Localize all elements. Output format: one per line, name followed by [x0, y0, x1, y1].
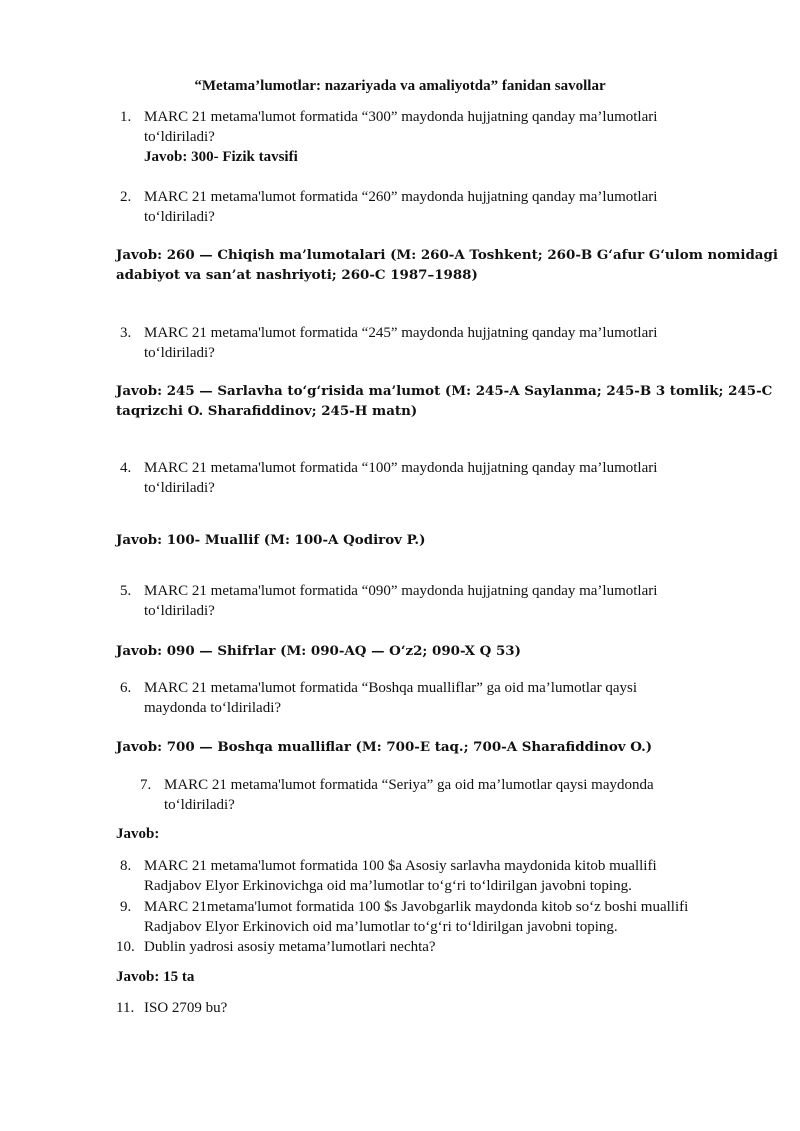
answer-line: Javob: 15 ta [116, 969, 195, 985]
answer-line: taqrizchi O. Sharafiddinov; 245-H matn) [116, 403, 418, 419]
question-line: MARC 21 metama'lumot formatida 100 $a Asosiy sarlavha maydonida kitob muallifi [144, 858, 657, 874]
question-line: MARC 21 metama'lumot formatida “100” maydonda hujjatning qanday ma’lumotlari [144, 460, 658, 476]
question-number: 4. [120, 460, 132, 476]
question-text [144, 998, 227, 1018]
question-text [144, 581, 657, 621]
answer-4 [116, 530, 425, 550]
question-text [144, 458, 657, 498]
question-line: Dublin yadrosi asosiy metama’lumotlari nechta? [144, 939, 436, 955]
question-line: MARC 21 metama'lumot formatida “Boshqa mualliflar” ga oid ma’lumotlar qaysi [144, 680, 638, 696]
answer-3 [116, 381, 772, 421]
question-line: maydonda to‘ldiriladi? [144, 700, 282, 716]
answer-line: adabiyot va san’at nashriyoti; 260-C 1987–1988) [116, 267, 478, 283]
question-number: 2. [120, 189, 132, 205]
question-number: 5. [120, 583, 132, 599]
answer-7 [116, 824, 159, 844]
question-line: MARC 21 metama'lumot formatida “Seriya” ga oid ma’lumotlar qaysi maydonda [164, 777, 654, 793]
question-line: to‘ldiriladi? [164, 797, 235, 813]
question-text [144, 107, 657, 167]
question-line: MARC 21 metama'lumot formatida “260” maydonda hujjatning qanday ma’lumotlari [144, 189, 658, 205]
document-title: “Metama’lumotlar: nazariyada va amaliyotda” fanidan savollar [194, 78, 606, 94]
question-text [164, 775, 654, 815]
question-line: to‘ldiriladi? [144, 603, 215, 619]
question-line: to‘ldiriladi? [144, 209, 215, 225]
question-number: 1. [120, 109, 132, 125]
question-line: to‘ldiriladi? [144, 480, 215, 496]
question-line: to‘ldiriladi? [144, 345, 215, 361]
answer-line: Javob: 090 — Shifrlar (M: 090-AQ — O‘z2; 090-X Q 53) [116, 643, 521, 659]
answer-6 [116, 737, 652, 757]
answer-text: Javob: 300- Fizik tavsifi [144, 149, 298, 165]
question-text [144, 678, 637, 718]
answer-line: Javob: 245 — Sarlavha to‘g‘risida ma’lumot (M: 245-A Saylanma; 245-B 3 tomlik; 245-C [116, 383, 773, 399]
question-line: MARC 21 metama'lumot formatida “090” maydonda hujjatning qanday ma’lumotlari [144, 583, 658, 599]
question-number: 9. [120, 899, 132, 915]
question-line: Radjabov Elyor Erkinovichga oid ma’lumotlar to‘g‘ri to‘ldirilgan javobni toping. [144, 878, 632, 894]
question-line: ISO 2709 bu? [144, 1000, 228, 1016]
question-text [144, 323, 657, 363]
answer-line: Javob: 260 — Chiqish ma’lumotalari (M: 260-A Toshkent; 260-B G‘afur G‘ulom nomidagi [116, 247, 778, 263]
question-text [144, 937, 436, 957]
question-number: 10. [116, 939, 135, 955]
answer-line: Javob: [116, 826, 160, 842]
question-line: MARC 21metama'lumot formatida 100 $s Javobgarlik maydonda kitob so‘z boshi muallifi [144, 899, 689, 915]
question-number: 11. [116, 1000, 135, 1016]
question-line: MARC 21 metama'lumot formatida “245” maydonda hujjatning qanday ma’lumotlari [144, 325, 658, 341]
question-number: 6. [120, 680, 132, 696]
answer-2 [116, 245, 778, 285]
question-text [144, 187, 657, 227]
answer-10 [116, 967, 194, 987]
question-text [144, 856, 657, 896]
question-text [144, 897, 688, 937]
answer-5 [116, 641, 521, 661]
question-line: Radjabov Elyor Erkinovich oid ma’lumotlar to‘g‘ri to‘ldirilgan javobni toping. [144, 919, 618, 935]
question-number: 8. [120, 858, 132, 874]
question-number: 3. [120, 325, 132, 341]
answer-line: Javob: 700 — Boshqa mualliflar (M: 700-E taq.; 700-A Sharafiddinov O.) [116, 739, 653, 755]
question-number: 7. [140, 777, 152, 793]
answer-line: Javob: 100- Muallif (M: 100-A Qodirov P.) [116, 532, 426, 548]
question-line: to‘ldiriladi? [144, 129, 215, 145]
question-line: MARC 21 metama'lumot formatida “300” maydonda hujjatning qanday ma’lumotlari [144, 109, 658, 125]
